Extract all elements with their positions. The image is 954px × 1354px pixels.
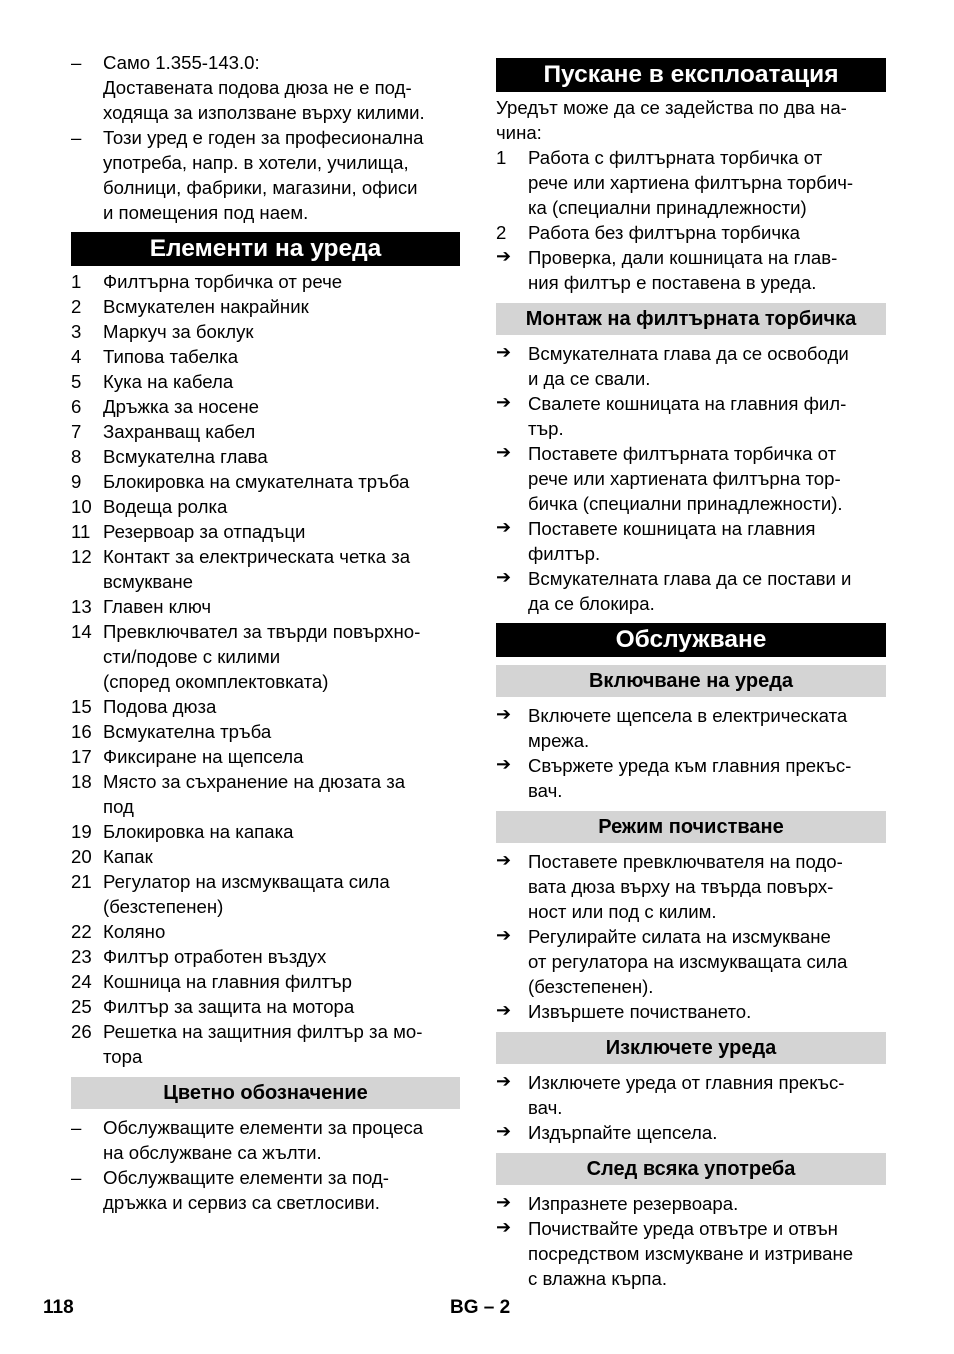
item-number: 20 <box>71 846 92 867</box>
list-item <box>496 1216 886 1291</box>
list-item-text: Поставете кошницата на главния филтър. <box>528 518 816 564</box>
subsection-heading-color: Цветно обозначение <box>71 1077 460 1109</box>
list-item-text: Само 1.355-143.0: Доставената подова дюза не е под- ходяща за използване върху килими. <box>103 52 425 123</box>
list-item-text: Маркуч за боклук <box>103 321 254 342</box>
list-item-text: Този уред е годен за професионална употреба, напр. в хотели, училища, болници, фабрики, магазини, офиси и помещения под наем. <box>103 127 424 223</box>
list-item <box>71 519 460 544</box>
item-number: 11 <box>71 521 91 542</box>
section-heading-start: Пускане в експлоатация <box>496 58 886 92</box>
list-item <box>71 844 460 869</box>
item-number: 8 <box>71 446 82 467</box>
item-number: 21 <box>71 871 92 892</box>
mount-list <box>496 341 886 616</box>
list-item-text: Изключете уреда от главния прекъс- вач. <box>528 1072 845 1118</box>
list-item <box>71 919 460 944</box>
arrow-right-icon: ➔ <box>496 850 512 870</box>
list-item <box>71 319 460 344</box>
list-item-text: Блокировка на смукателната тръба <box>103 471 410 492</box>
list-item-text: Коляно <box>103 921 166 942</box>
list-item <box>71 594 460 619</box>
list-item-text: Всмукателна глава <box>103 446 268 467</box>
list-item <box>496 145 886 220</box>
list-item <box>71 1115 460 1165</box>
list-item-text: Дръжка за носене <box>103 396 259 417</box>
list-item <box>496 1070 886 1120</box>
item-number: 16 <box>71 721 92 742</box>
list-item-text: Почиствайте уреда отвътре и отвън посредством изсмукване и изтриване с влажна кърпа. <box>528 1218 854 1289</box>
list-item-text: Филтърна торбичка от рече <box>103 271 343 292</box>
dash-marker: – <box>71 127 82 148</box>
item-number: 13 <box>71 596 92 617</box>
list-item-text: Включете щепсела в електрическата мрежа. <box>528 705 848 751</box>
list-item <box>71 444 460 469</box>
dash-marker: – <box>71 52 82 73</box>
page-code: BG – 2 <box>450 1297 511 1318</box>
list-item <box>71 469 460 494</box>
item-number: 5 <box>71 371 82 392</box>
list-item <box>71 394 460 419</box>
list-item <box>496 849 886 924</box>
start-list <box>496 145 886 295</box>
item-number: 2 <box>496 222 507 243</box>
list-item <box>71 50 460 125</box>
list-item <box>71 369 460 394</box>
list-item <box>496 441 886 516</box>
list-item-text: Фиксиране на щепсела <box>103 746 304 767</box>
list-item-text: Капак <box>103 846 153 867</box>
arrow-right-icon: ➔ <box>496 567 512 587</box>
list-item-text: Контакт за електрическата четка за всмукване <box>103 546 411 592</box>
list-item-text: Кука на кабела <box>103 371 234 392</box>
after-list <box>496 1191 886 1291</box>
color-list <box>71 1115 460 1215</box>
off-list <box>496 1070 886 1145</box>
item-number: 4 <box>71 346 82 367</box>
list-item-text: Свалете кошницата на главния фил- тър. <box>528 393 847 439</box>
list-item <box>71 294 460 319</box>
list-item-text: Регулирайте силата на изсмукване от регулатора на изсмукващата сила (безстепенен). <box>528 926 848 997</box>
subsection-heading-on: Включване на уреда <box>496 665 886 697</box>
item-number: 14 <box>71 621 92 642</box>
page-number: 118 <box>43 1297 74 1318</box>
list-item-text: Място за съхранение на дюзата за под <box>103 771 406 817</box>
list-item-text: Работа с филтърната торбичка от рече или хартиена филтърна торбич- ка (специални принадлежности) <box>528 147 854 218</box>
list-item <box>496 341 886 391</box>
item-number: 6 <box>71 396 82 417</box>
list-item <box>496 1191 886 1216</box>
subsection-heading-after: След всяка употреба <box>496 1153 886 1185</box>
list-item <box>71 744 460 769</box>
list-item-text: Обслужващите елементи за под- дръжка и сервиз са светлосиви. <box>103 1167 389 1213</box>
list-item-text: Проверка, дали кошницата на глав- ния филтър е поставена в уреда. <box>528 247 838 293</box>
item-number: 23 <box>71 946 92 967</box>
list-item-text: Подова дюза <box>103 696 217 717</box>
list-item-text: Типова табелка <box>103 346 239 367</box>
list-item-text: Филтър за защита на мотора <box>103 996 355 1017</box>
item-number: 1 <box>71 271 82 292</box>
list-item <box>71 619 460 694</box>
list-item <box>496 516 886 566</box>
item-number: 7 <box>71 421 82 442</box>
list-item <box>496 924 886 999</box>
subsection-heading-clean: Режим почистване <box>496 811 886 843</box>
arrow-right-icon: ➔ <box>496 517 512 537</box>
list-item-text: Поставете превключвателя на подо- вата дюза върху на твърда повърх- ност или под с килим. <box>528 851 843 922</box>
list-item <box>71 869 460 919</box>
arrow-right-icon: ➔ <box>496 1217 512 1237</box>
list-item-text: Поставете филтърната торбичка от рече или хартиената филтърна тор- бичка (специални принадлежности). <box>528 443 843 514</box>
list-item-text: Изпразнете резервоара. <box>528 1193 739 1214</box>
arrow-right-icon: ➔ <box>496 246 512 266</box>
list-item <box>71 1165 460 1215</box>
arrow-right-icon: ➔ <box>496 704 512 724</box>
on-list <box>496 703 886 803</box>
arrow-right-icon: ➔ <box>496 342 512 362</box>
item-number: 2 <box>71 296 82 317</box>
start-intro: Уредът може да се задейства по два на- чина: <box>496 97 847 143</box>
list-item-text: Всмукателна тръба <box>103 721 272 742</box>
list-item <box>71 769 460 819</box>
arrow-right-icon: ➔ <box>496 754 512 774</box>
subsection-heading-mount: Монтаж на филтърната торбичка <box>496 303 886 335</box>
list-item <box>496 566 886 616</box>
list-item-text: Извършете почистването. <box>528 1001 752 1022</box>
list-item <box>71 344 460 369</box>
item-number: 26 <box>71 1021 92 1042</box>
list-item-text: Издърпайте щепсела. <box>528 1122 718 1143</box>
list-item-text: Всмукателен накрайник <box>103 296 309 317</box>
list-item <box>496 753 886 803</box>
list-item <box>496 245 886 295</box>
dash-marker: – <box>71 1117 82 1138</box>
dash-marker: – <box>71 1167 82 1188</box>
arrow-right-icon: ➔ <box>496 1071 512 1091</box>
list-item <box>71 269 460 294</box>
list-item <box>71 944 460 969</box>
section-heading-elements: Елементи на уреда <box>71 232 460 266</box>
arrow-right-icon: ➔ <box>496 1192 512 1212</box>
intro-list <box>71 50 460 225</box>
item-number: 24 <box>71 971 92 992</box>
list-item-text: Всмукателната глава да се постави и да се блокира. <box>528 568 852 614</box>
right-column <box>496 50 886 1291</box>
arrow-right-icon: ➔ <box>496 1000 512 1020</box>
item-number: 15 <box>71 696 92 717</box>
list-item-text: Работа без филтърна торбичка <box>528 222 800 243</box>
list-item <box>71 419 460 444</box>
item-number: 12 <box>71 546 92 567</box>
list-item <box>71 544 460 594</box>
item-number: 1 <box>496 147 507 168</box>
item-number: 17 <box>71 746 92 767</box>
list-item-text: Блокировка на капака <box>103 821 294 842</box>
list-item <box>71 1019 460 1069</box>
list-item-text: Свържете уреда към главния прекъс- вач. <box>528 755 852 801</box>
list-item-text: Захранващ кабел <box>103 421 256 442</box>
list-item <box>71 694 460 719</box>
list-item <box>71 125 460 225</box>
clean-list <box>496 849 886 1024</box>
list-item <box>496 999 886 1024</box>
item-number: 9 <box>71 471 82 492</box>
list-item <box>71 969 460 994</box>
subsection-heading-off: Изключете уреда <box>496 1032 886 1064</box>
item-number: 10 <box>71 496 92 517</box>
list-item-text: Превключвател за твърди повърхно- сти/подове с килими (според окомплектовката) <box>103 621 421 692</box>
list-item-text: Филтър отработен въздух <box>103 946 327 967</box>
item-number: 22 <box>71 921 92 942</box>
list-item <box>496 391 886 441</box>
list-item <box>71 494 460 519</box>
arrow-right-icon: ➔ <box>496 442 512 462</box>
list-item <box>496 220 886 245</box>
list-item <box>496 1120 886 1145</box>
item-number: 19 <box>71 821 92 842</box>
arrow-right-icon: ➔ <box>496 392 512 412</box>
list-item-text: Регулатор на изсмукващата сила (безстепенен) <box>103 871 390 917</box>
list-item <box>71 994 460 1019</box>
list-item <box>71 719 460 744</box>
list-item-text: Кошница на главния филтър <box>103 971 353 992</box>
list-item-text: Водеща ролка <box>103 496 228 517</box>
item-number: 25 <box>71 996 92 1017</box>
section-heading-service: Обслужване <box>496 623 886 657</box>
list-item-text: Всмукателната глава да се освободи и да се свали. <box>528 343 849 389</box>
list-item-text: Резервоар за отпадъци <box>103 521 306 542</box>
list-item-text: Решетка на защитния филтър за мо- тора <box>103 1021 423 1067</box>
list-item <box>71 819 460 844</box>
item-number: 3 <box>71 321 82 342</box>
arrow-right-icon: ➔ <box>496 925 512 945</box>
arrow-right-icon: ➔ <box>496 1121 512 1141</box>
list-item-text: Обслужващите елементи за процеса на обслужване са жълти. <box>103 1117 424 1163</box>
list-item <box>496 703 886 753</box>
item-number: 18 <box>71 771 92 792</box>
left-column <box>71 50 460 1215</box>
elements-list <box>71 269 460 1069</box>
list-item-text: Главен ключ <box>103 596 212 617</box>
